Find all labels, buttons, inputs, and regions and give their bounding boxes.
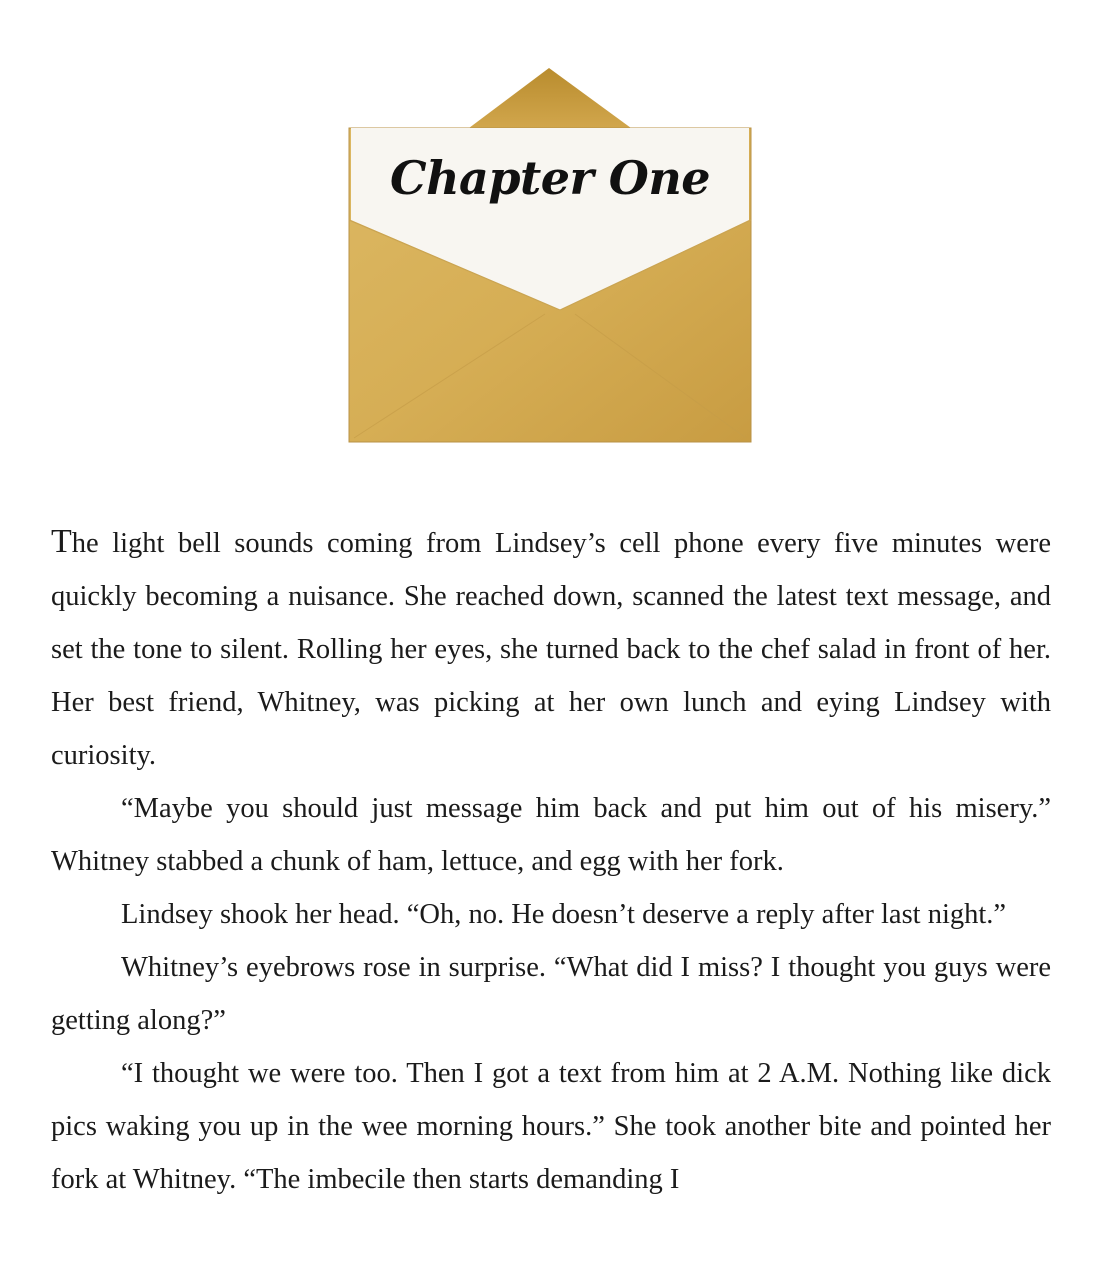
chapter-title: Chapter One xyxy=(389,151,711,205)
story-paragraph-2: “Maybe you should just message him back and put him out of his misery.” Whitney stabbed a chunk of ham, lettuce, and egg with her fork. xyxy=(51,793,1051,877)
story-text xyxy=(51,515,1051,1206)
story-paragraph-5: “I thought we were too. Then I got a text from him at 2 A.M. Nothing like dick pics waking you up in the wee morning hours.” She took another bite and pointed her fork at Whitney. “The imbecile then starts demanding I xyxy=(51,1058,1051,1195)
story-paragraph-3: Lindsey shook her head. “Oh, no. He doesn’t deserve a reply after last night.” xyxy=(121,899,1007,930)
story-paragraph-4: Whitney’s eyebrows rose in surprise. “What did I miss? I thought you guys were getting along?” xyxy=(51,952,1051,1036)
envelope-back-flap xyxy=(469,68,631,128)
envelope-illustration xyxy=(340,62,760,452)
story-paragraph-1: The light bell sounds coming from Lindsey’s cell phone every five minutes were quickly becoming a nuisance. She reached down, scanned the latest text message, and set the tone to silent. Rolling her eyes, she turned back to the chef salad in front of her. Her best friend, Whitney, was picking at her own lunch and eying Lindsey with curiosity. xyxy=(51,523,1051,771)
chapter-header-illustration xyxy=(340,62,760,452)
